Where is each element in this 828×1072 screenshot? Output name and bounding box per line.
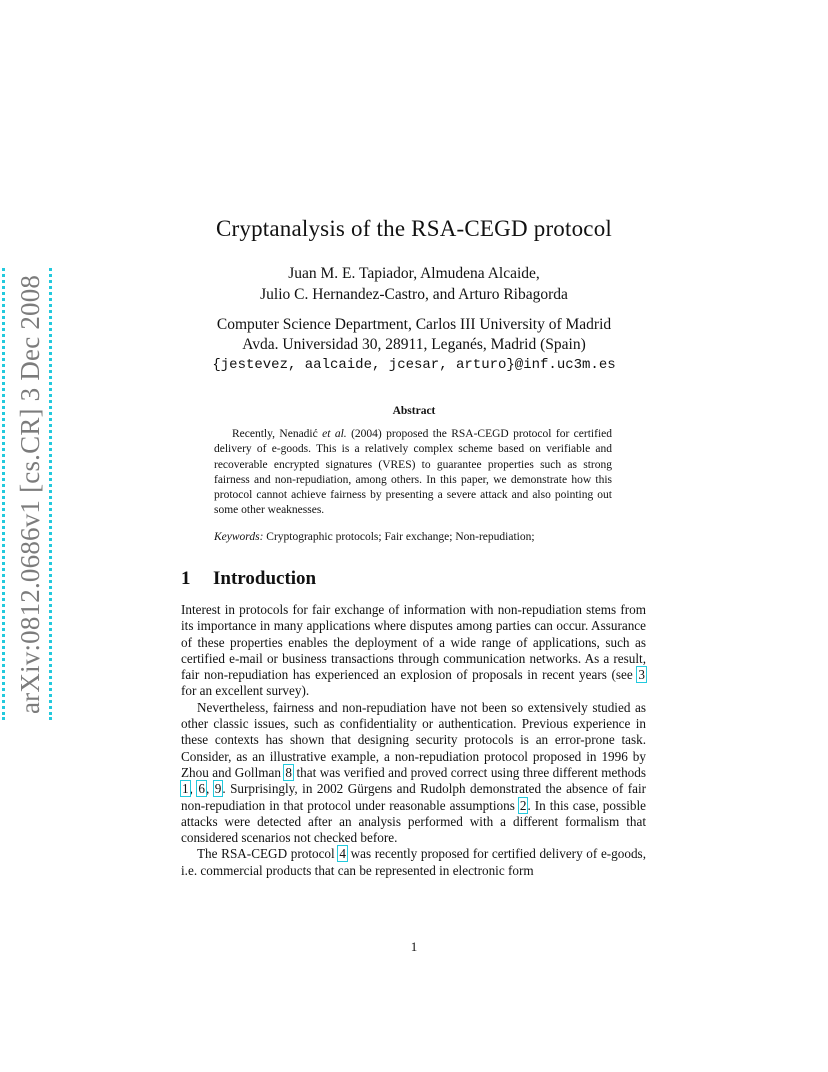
section-number: 1: [181, 568, 191, 589]
author-line-2: Julio C. Hernandez-Castro, and Arturo Ribagorda: [260, 286, 568, 303]
abstract-text-part: (2004) proposed the RSA-CEGD protocol for certified delivery of e-goods. This is a relatively complex scheme based on verifiable and recoverable encrypted signatures (VRES) to guarantee properties such as strong fairness and non-repudiation, among others. In this paper, we demonstrate how this protocol cannot achieve fairness by presenting a severe attack and also pointing out some other weaknesses.: [214, 428, 612, 517]
citation-link[interactable]: 3: [638, 667, 645, 683]
body-paragraph-2: [181, 700, 646, 847]
keywords-label: Keywords:: [214, 531, 264, 543]
paragraph-text: Interest in protocols for fair exchange of information with non-repudiation stems from its importance in many applications where disputes among parties can occur. Assurance of these properties enables the deployment of a wide range of applications, such as certified e-mail or business transactions through communication networks. As a result, fair non-repudiation has experienced an explosion of proposals in recent years (see: [181, 602, 646, 683]
keywords-line: [214, 531, 612, 543]
citation-link[interactable]: 1: [182, 781, 189, 797]
citation-link[interactable]: 2: [519, 797, 527, 813]
citation-link[interactable]: 8: [285, 764, 293, 780]
keywords-text: Cryptographic protocols; Fair exchange; Non-repudiation;: [263, 531, 535, 543]
paragraph-text: was recently proposed for certified delivery of e-goods, i.e. commercial products that can be represented in electronic form: [181, 846, 646, 878]
section-title: Introduction: [213, 568, 317, 589]
abstract-text-part: Recently, Nenadić: [232, 428, 323, 440]
abstract-text: [214, 427, 612, 519]
body-paragraph-1: [181, 602, 646, 700]
arxiv-identifier-stamp[interactable]: arXiv:0812.0686v1 [cs.CR] 3 Dec 2008: [2, 268, 52, 720]
abstract-text-emphasis: et al.: [322, 428, 347, 440]
abstract-heading: Abstract: [392, 405, 436, 417]
affiliation-block: [0, 315, 828, 375]
affiliation-line-2: Avda. Universidad 30, 28911, Leganés, Madrid (Spain): [242, 336, 586, 353]
affiliation-line-1: Computer Science Department, Carlos III University of Madrid: [216, 316, 612, 333]
author-line-1: Juan M. E. Tapiador, Almudena Alcaide,: [288, 265, 540, 282]
page-number: 1: [410, 939, 418, 954]
paragraph-text: Nevertheless, fairness and non-repudiation have not been so extensively studied as other classic issues, such as confidentiality or authentication. Previous experience in these contexts has shown that designing security protocols is an error-prone task. Consider, as an illustrative example, a non-repudiation protocol proposed in 1996 by Zhou and Gollman: [181, 699, 646, 780]
author-list: [0, 263, 828, 305]
paragraph-text: that was verified and proved correct using three different methods: [293, 764, 646, 780]
paper-title: Cryptanalysis of the RSA-CEGD protocol: [215, 216, 612, 241]
body-paragraph-3: [181, 846, 646, 879]
paragraph-text: . Surprisingly, in 2002 Gürgens and Rudolph demonstrated the absence of fair non-repudiation in that protocol under reasonable assumptions: [181, 781, 647, 813]
citation-separator: ,: [189, 781, 198, 797]
citation-link[interactable]: 4: [339, 846, 346, 862]
citation-link[interactable]: 9: [214, 781, 222, 797]
author-emails: {jestevez, aalcaide, jcesar, arturo}@inf.uc3m.es: [212, 357, 616, 373]
paragraph-text: for an excellent survey).: [181, 683, 310, 699]
section-body: [181, 602, 646, 879]
paragraph-text: . In this case, possible attacks were detected after an analysis performed with a different formalism that considered scenarios not checked before.: [181, 797, 646, 846]
section-heading: [181, 568, 316, 590]
citation-separator: ,: [205, 781, 214, 797]
paragraph-text: The RSA-CEGD protocol: [197, 846, 339, 862]
citation-link[interactable]: 6: [198, 781, 205, 797]
